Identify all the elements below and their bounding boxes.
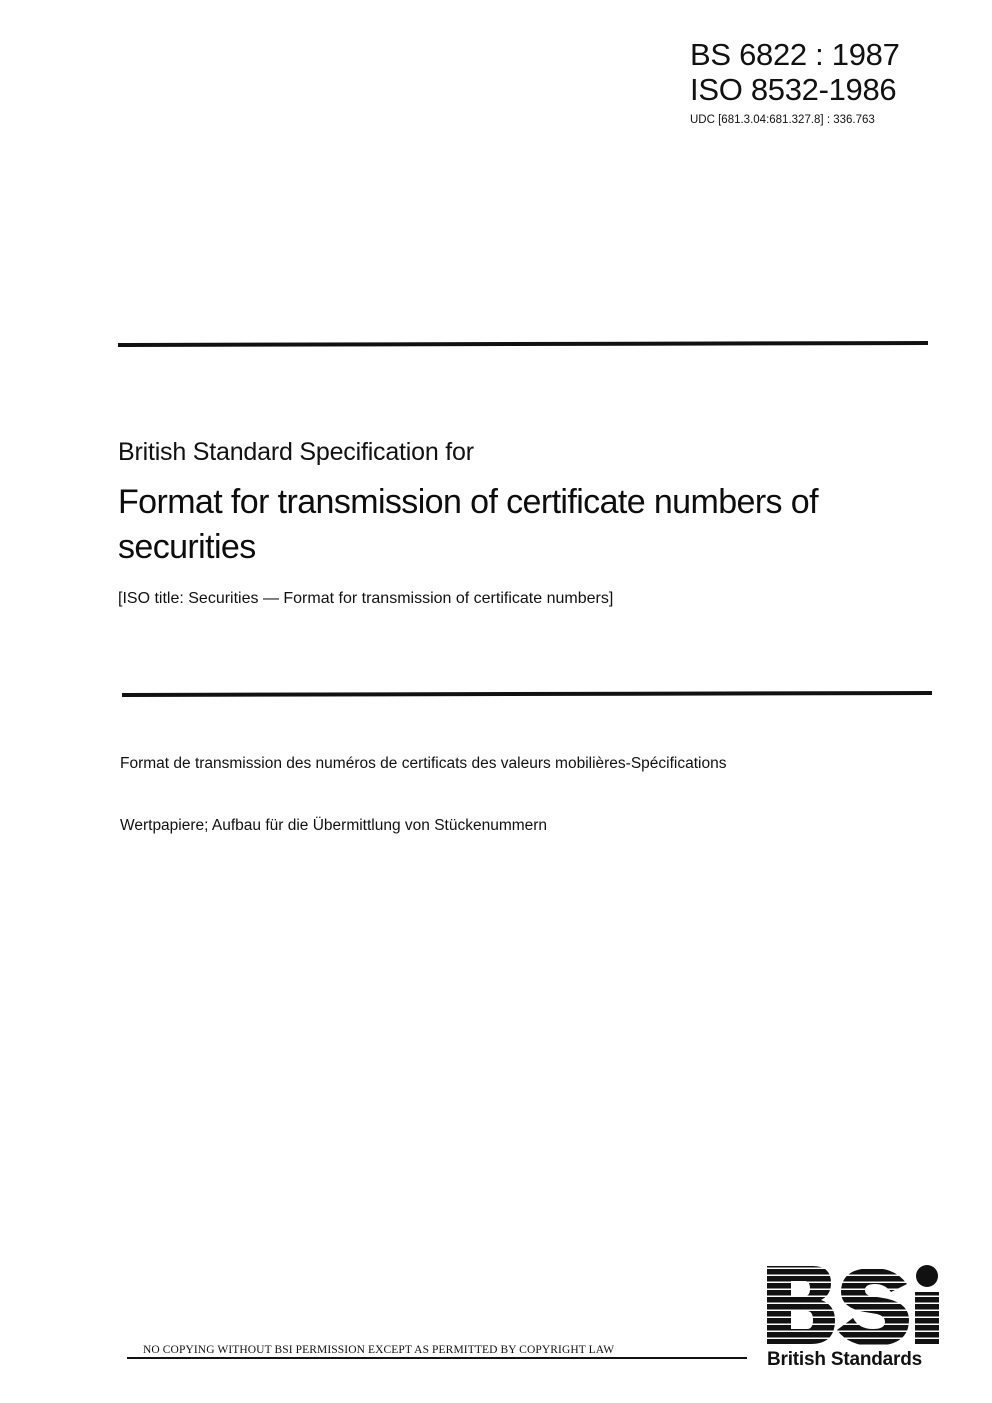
top-divider xyxy=(118,341,928,347)
german-title: Wertpapiere; Aufbau für die Übermittlung von Stückenummern xyxy=(120,817,548,834)
standard-number-iso: ISO 8532-1986 xyxy=(690,72,897,107)
specification-kicker: British Standard Specification for xyxy=(118,438,474,466)
document-title: Format for transmission of certificate numbers of securities xyxy=(118,483,818,566)
middle-divider xyxy=(122,691,932,697)
french-title: Format de transmission des numéros de certificats des valeurs mobilières-Spécifications xyxy=(120,755,727,772)
iso-title: [ISO title: Securities — Format for transmission of certificate numbers] xyxy=(118,590,614,607)
udc-classification: UDC [681.3.04:681.327.8] : 336.763 xyxy=(690,114,875,126)
standard-number-bs: BS 6822 : 1987 xyxy=(690,37,900,72)
copyright-notice: NO COPYING WITHOUT BSI PERMISSION EXCEPT AS PERMITTED BY COPYRIGHT LAW xyxy=(143,1344,615,1356)
brand-name: British Standards xyxy=(767,1349,922,1370)
